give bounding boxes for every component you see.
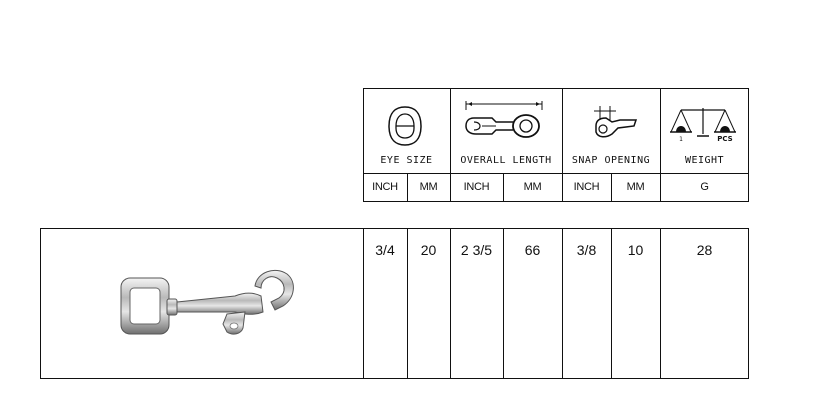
eye-size-title: EYE SIZE <box>380 155 433 166</box>
header-divider <box>363 173 749 174</box>
snap-opening-mm-value: 10 <box>627 242 644 258</box>
snap-opening-unit-inch: INCH <box>573 181 600 193</box>
overall-length-inch-value: 2 3/5 <box>460 242 493 258</box>
snap-opening-icon <box>590 104 640 144</box>
overall-length-title: OVERALL LENGTH <box>460 155 552 166</box>
weight-value: 28 <box>696 242 713 258</box>
snap-opening-title: SNAP OPENING <box>571 155 651 166</box>
snap-opening-unit-mm: MM <box>626 181 645 193</box>
overall-length-icon <box>462 98 550 144</box>
overall-length-unit-mm: MM <box>523 181 542 193</box>
eye-size-inch-value: 3/4 <box>375 242 395 258</box>
snap-opening-inch-value: 3/8 <box>576 242 597 258</box>
eye-size-unit-inch: INCH <box>372 181 398 193</box>
svg-text:1: 1 <box>679 136 683 143</box>
overall-length-mm-value: 66 <box>524 242 541 258</box>
eye-size-unit-mm: MM <box>419 181 438 193</box>
weight-unit-g: G <box>700 181 709 193</box>
eye-ring-icon <box>385 104 425 148</box>
scale-icon <box>669 104 737 144</box>
swivel-snap-hook-icon <box>115 262 300 347</box>
eye-size-mm-value: 20 <box>420 242 437 258</box>
pcs-label: PCS <box>717 135 733 143</box>
overall-length-unit-inch: INCH <box>463 181 490 193</box>
weight-title: WEIGHT <box>684 155 725 166</box>
